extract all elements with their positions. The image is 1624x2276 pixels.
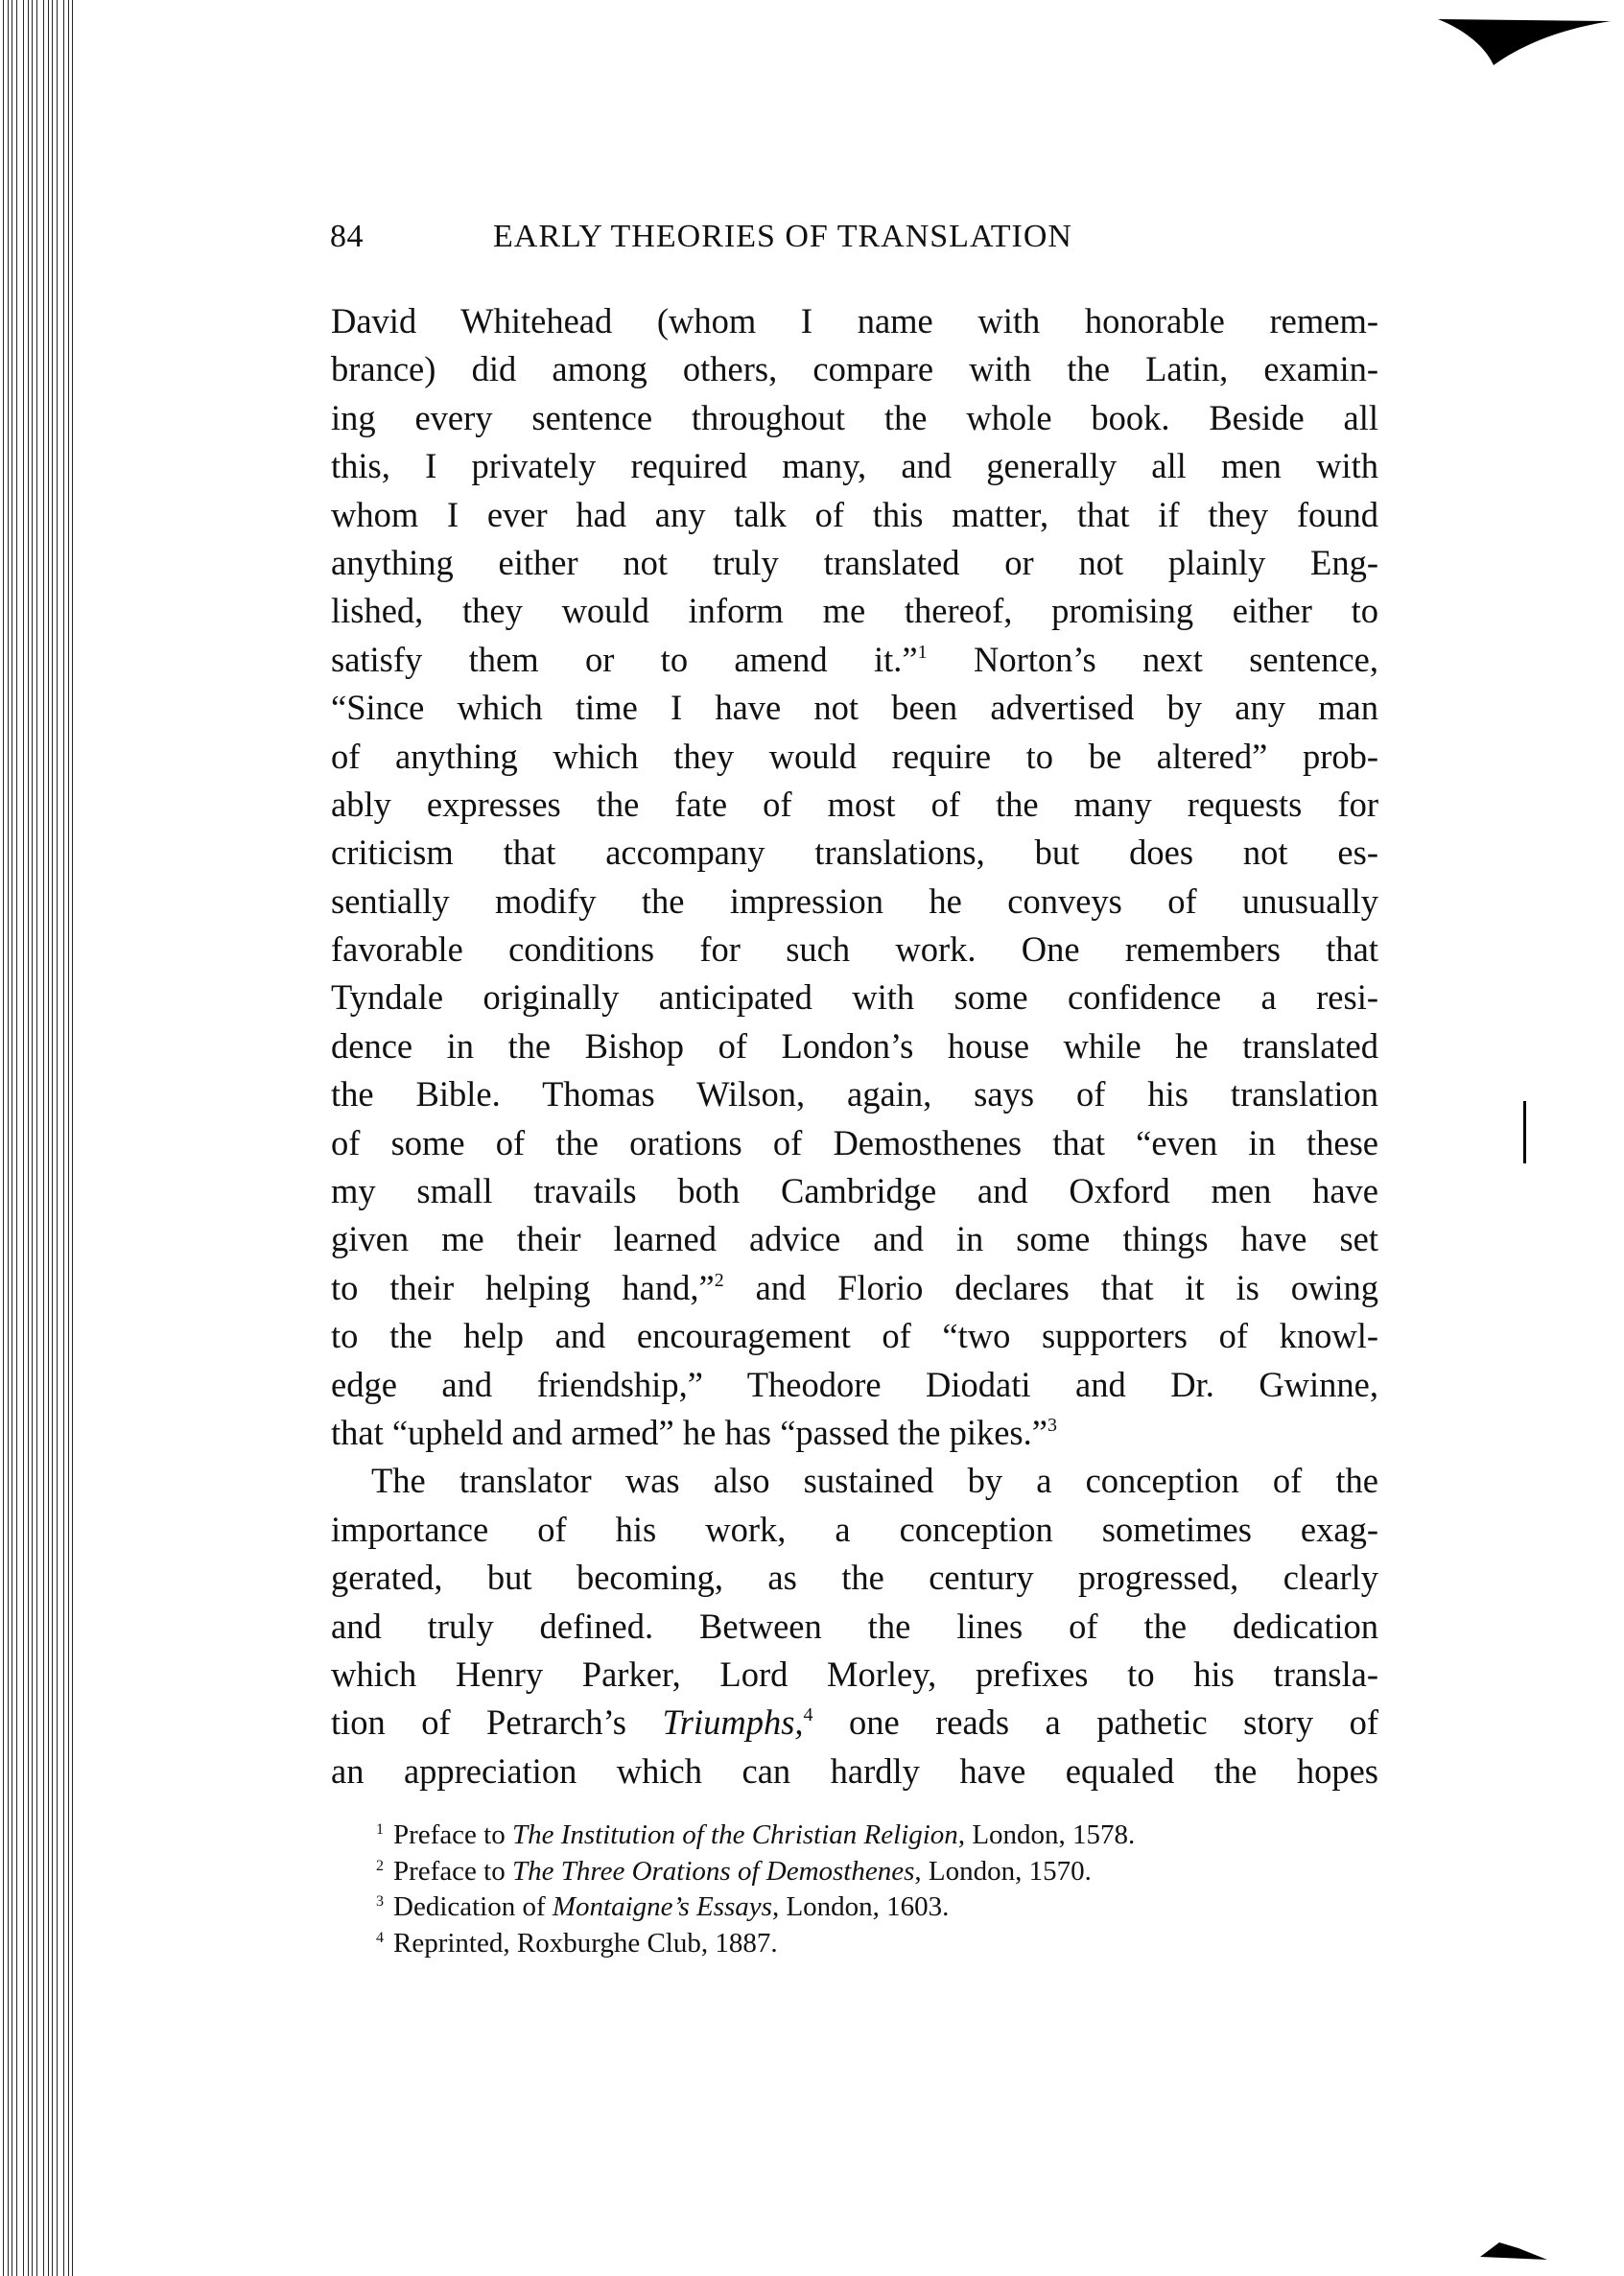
text-line-content: importance of his work, a conception sometimes exag- bbox=[331, 1509, 1378, 1549]
text-line-content: which Henry Parker, Lord Morley, prefixes to his transla- bbox=[331, 1654, 1378, 1694]
text-line bbox=[331, 781, 1378, 829]
footnote-mark: 1 bbox=[376, 1821, 384, 1838]
text-line-content: favorable conditions for such work. One remembers that bbox=[331, 929, 1378, 970]
footnote-reference[interactable]: 1 bbox=[917, 641, 928, 663]
text-line-content: gerated, but becoming, as the century progressed, clearly bbox=[331, 1558, 1378, 1598]
text-line bbox=[331, 829, 1378, 877]
running-title: EARLY THEORIES OF TRANSLATION bbox=[493, 219, 1072, 254]
text-line bbox=[331, 1457, 1378, 1505]
text-line-content: David Whitehead (whom I name with honorable remem- bbox=[331, 301, 1378, 340]
footnote-reference[interactable]: 3 bbox=[1047, 1414, 1057, 1436]
text-line-content: The translator was also sustained by a conception of the bbox=[371, 1461, 1378, 1501]
text-line bbox=[331, 1409, 1378, 1457]
footnote-mark: 4 bbox=[376, 1929, 384, 1946]
footnote-reference[interactable]: 2 bbox=[714, 1269, 724, 1291]
footnote: $^2$ Preface to The Three Orations of Demosthenes, London, 1570. bbox=[376, 1855, 1092, 1887]
text-line-content: lished, they would inform me thereof, promising either to bbox=[331, 591, 1378, 631]
scan-binding-edge bbox=[0, 0, 75, 2276]
text-line bbox=[331, 539, 1378, 587]
text-line-content: given me their learned advice and in some things have set bbox=[331, 1219, 1378, 1259]
cited-title: Montaigne’s Essays bbox=[552, 1891, 772, 1922]
text-line bbox=[331, 491, 1378, 539]
body-text bbox=[331, 297, 1378, 1795]
text-line bbox=[331, 345, 1378, 393]
scan-corner-mark-top bbox=[1438, 10, 1611, 67]
text-line-content: that “upheld and armed” he has “passed the pikes.”$^3$ bbox=[331, 1412, 1057, 1452]
scan-corner-mark-bottom bbox=[1480, 2233, 1547, 2262]
text-line bbox=[331, 442, 1378, 490]
text-line-content: of anything which they would require to be altered” prob- bbox=[331, 736, 1378, 776]
text-line bbox=[331, 926, 1378, 974]
text-line bbox=[331, 1506, 1378, 1554]
text-line-content: criticism that accompany translations, but does not es- bbox=[331, 833, 1378, 873]
text-line-content: ing every sentence throughout the whole book. Beside all bbox=[331, 397, 1378, 437]
text-line-content: “Since which time I have not been advertised by any man bbox=[331, 688, 1378, 728]
footnote: $^1$ Preface to The Institution of the Christian Religion, London, 1578. bbox=[376, 1819, 1136, 1850]
text-line bbox=[331, 878, 1378, 926]
text-line bbox=[331, 1022, 1378, 1070]
text-line-content: tion of Petrarch’s Triumphs,$^4$ one reads a pathetic story of bbox=[331, 1702, 1378, 1743]
text-line bbox=[331, 1215, 1378, 1263]
margin-mark bbox=[1523, 1101, 1526, 1163]
text-line-content: the Bible. Thomas Wilson, again, says of his translation bbox=[331, 1074, 1378, 1115]
text-line-content: of some of the orations of Demosthenes that “even in these bbox=[331, 1122, 1378, 1162]
text-line bbox=[331, 1312, 1378, 1360]
text-line-content: whom I ever had any talk of this matter, that if they found bbox=[331, 494, 1378, 534]
text-line bbox=[331, 974, 1378, 1021]
cited-title: The Three Orations of Demosthenes bbox=[512, 1855, 915, 1887]
text-line bbox=[331, 394, 1378, 442]
footnote: $^4$ Reprinted, Roxburghe Club, 1887. bbox=[376, 1927, 778, 1959]
footnote-mark: 3 bbox=[376, 1893, 384, 1910]
text-line-content: my small travails both Cambridge and Oxford men have bbox=[331, 1171, 1378, 1211]
text-line bbox=[331, 1699, 1378, 1747]
text-line bbox=[331, 587, 1378, 635]
text-line-content: sentially modify the impression he conveys of unusually bbox=[331, 880, 1378, 921]
text-line-content: an appreciation which can hardly have equaled the hopes bbox=[331, 1750, 1378, 1791]
footnote-reference[interactable]: 4 bbox=[803, 1704, 813, 1726]
text-line-content: brance) did among others, compare with the Latin, examin- bbox=[331, 349, 1378, 389]
text-line-content: this, I privately required many, and generally all men with bbox=[331, 446, 1378, 486]
footnote: $^3$ Dedication of Montaigne’s Essays, London, 1603. bbox=[376, 1891, 950, 1922]
footnote-mark: 2 bbox=[376, 1857, 384, 1874]
text-line-content: anything either not truly translated or not plainly Eng- bbox=[331, 542, 1378, 582]
footnotes bbox=[376, 1818, 1383, 1961]
text-line bbox=[331, 1119, 1378, 1167]
text-line-content: Tyndale originally anticipated with some confidence a resi- bbox=[331, 977, 1378, 1018]
text-line bbox=[331, 1361, 1378, 1409]
cited-title: The Institution of the Christian Religion bbox=[512, 1819, 958, 1850]
text-line bbox=[331, 1603, 1378, 1651]
text-line bbox=[331, 636, 1378, 684]
text-line bbox=[331, 733, 1378, 781]
text-line-content: satisfy them or to amend it.”$^1$ Norton’s next sentence, bbox=[331, 639, 1378, 679]
text-line-content: and truly defined. Between the lines of the dedication bbox=[331, 1606, 1378, 1646]
text-line bbox=[331, 684, 1378, 732]
text-line bbox=[331, 1264, 1378, 1312]
text-line-content: to their helping hand,”$^2$ and Florio declares that it is owing bbox=[331, 1267, 1378, 1307]
text-line bbox=[331, 1070, 1378, 1118]
text-line bbox=[331, 1554, 1378, 1602]
text-line-content: ably expresses the fate of most of the many requests for bbox=[331, 784, 1378, 824]
text-line bbox=[331, 297, 1378, 345]
text-line-content: dence in the Bishop of London’s house while he translated bbox=[331, 1025, 1378, 1066]
text-line bbox=[331, 1651, 1378, 1699]
page-number: 84 bbox=[330, 219, 364, 254]
text-line bbox=[331, 1167, 1378, 1215]
italic-title: Triumphs, bbox=[662, 1702, 804, 1743]
text-line-content: to the help and encouragement of “two supporters of knowl- bbox=[331, 1316, 1378, 1356]
text-line-content: edge and friendship,” Theodore Diodati and Dr. Gwinne, bbox=[331, 1364, 1378, 1404]
text-line bbox=[331, 1748, 1378, 1795]
